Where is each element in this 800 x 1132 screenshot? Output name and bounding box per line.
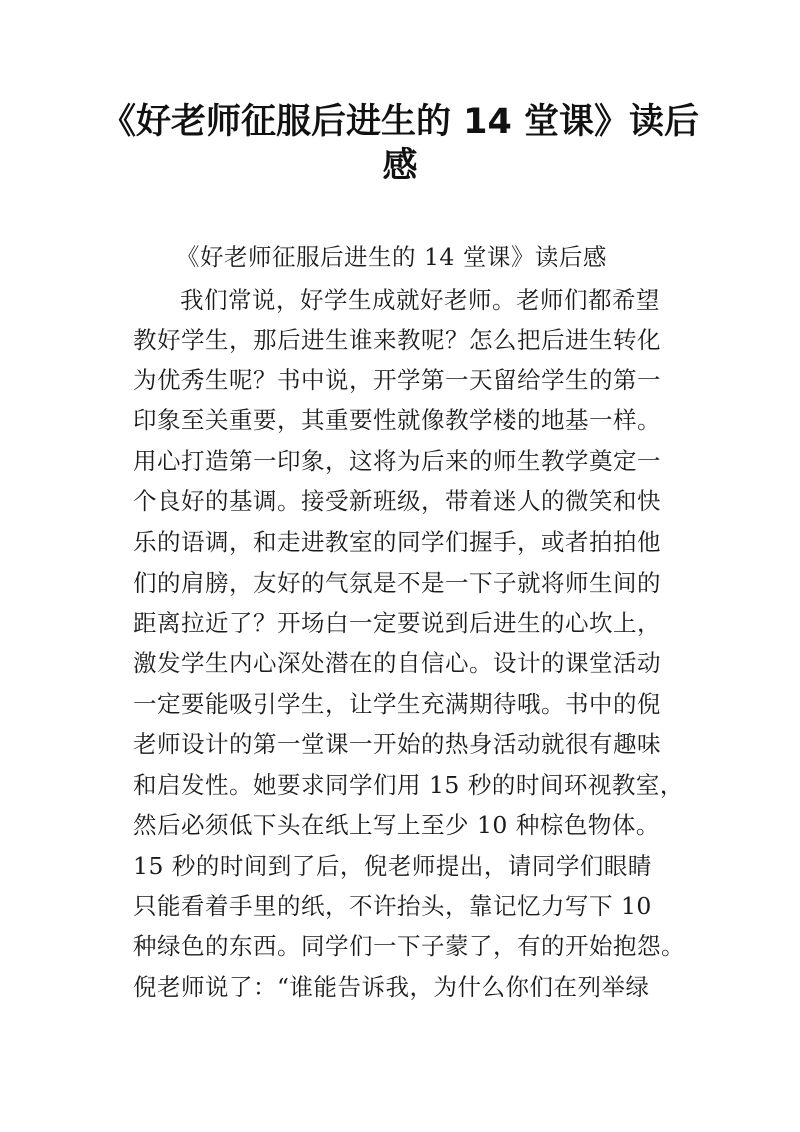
paragraph-line: 个良好的基调。接受新班级，带着迷人的微笑和快 (133, 487, 661, 515)
paragraph-line: 们的肩膀，友好的气氛是不是一下子就将师生间的 (133, 569, 661, 597)
paragraph-line: 15 秒的时间到了后，倪老师提出，请同学们眼睛 (133, 852, 652, 880)
paragraph-line: 种绿色的东西。同学们一下子蒙了，有的开始抱怨。 (133, 932, 685, 960)
paragraph-line: 然后必须低下头在纸上写上至少 10 种棕色物体。 (133, 811, 660, 839)
paragraph-line: 用心打造第一印象，这将为后来的师生教学奠定一 (133, 447, 661, 475)
paragraph-line: 只能看着手里的纸，不许抬头，靠记忆力写下 10 (133, 892, 652, 920)
document-title-line-2: 感 (382, 146, 418, 186)
paragraph-line: 一定要能吸引学生，让学生充满期待哦。书中的倪 (133, 690, 661, 718)
paragraph-line: 老师设计的第一堂课一开始的热身活动就很有趣味 (133, 730, 661, 758)
paragraph-line: 为优秀生呢？书中说，开学第一天留给学生的第一 (133, 366, 661, 394)
paragraph-line: 乐的语调，和走进教室的同学们握手，或者拍拍他 (133, 528, 661, 556)
document-title (100, 100, 700, 188)
paragraph-line: 和启发性。她要求同学们用 15 秒的时间环视教室， (133, 771, 684, 799)
document-title-line-1: 《好老师征服后进生的 14 堂课》读后 (100, 102, 700, 142)
paragraph-line: 倪老师说了：“谁能告诉我，为什么你们在列举绿 (133, 973, 650, 1001)
document-subtitle: 《好老师征服后进生的 14 堂课》读后感 (176, 243, 607, 271)
paragraph-line: 距离拉近了？开场白一定要说到后进生的心坎上， (133, 609, 661, 637)
paragraph-line: 我们常说，好学生成就好老师。老师们都希望 (180, 286, 660, 314)
paragraph-line: 激发学生内心深处潜在的自信心。设计的课堂活动 (133, 649, 661, 677)
paragraph-line: 印象至关重要，其重要性就像教学楼的地基一样。 (133, 406, 661, 434)
paragraph-line: 教好学生，那后进生谁来教呢？怎么把后进生转化 (133, 326, 661, 354)
